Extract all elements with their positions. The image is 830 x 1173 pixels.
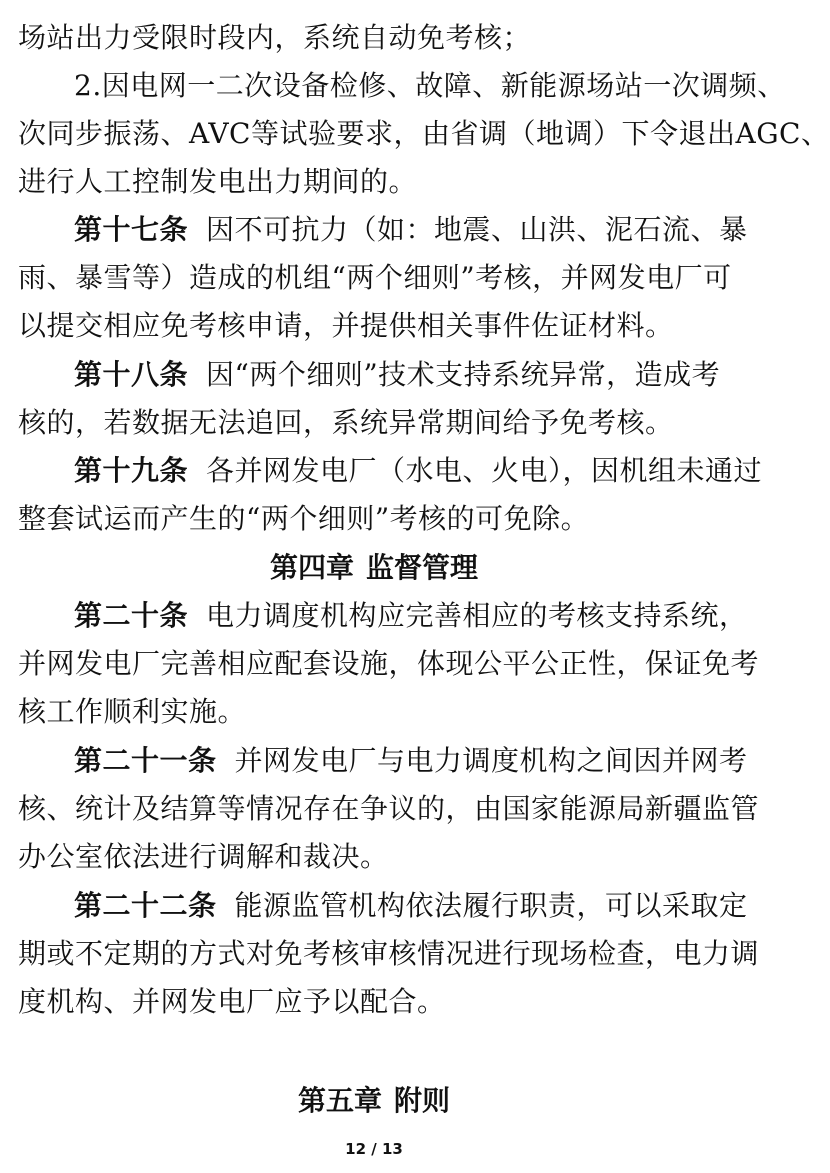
text-line: 2.因电网一二次设备检修、故障、新能源场站一次调频、 xyxy=(74,69,786,102)
text-line: 核的，若数据无法追回，系统异常期间给予免考核。 xyxy=(18,406,674,439)
article-label: 第十八条 xyxy=(74,358,189,391)
text-line: 雨、暴雪等）造成的机组“两个细则”考核，并网发电厂可 xyxy=(18,261,732,294)
text-line: 整套试运而产生的“两个细则”考核的可免除。 xyxy=(18,502,590,535)
text-line: 能源监管机构依法履行职责，可以采取定 xyxy=(234,889,748,922)
chapter-number: 第四章 xyxy=(269,551,354,584)
article-21 xyxy=(74,741,748,781)
page-number: 12 / 13 xyxy=(345,1140,403,1158)
article-17 xyxy=(74,210,748,250)
chapter-number: 第五章 xyxy=(297,1084,382,1117)
article-label: 第二十二条 xyxy=(74,889,217,922)
article-label: 第十七条 xyxy=(74,213,189,246)
text-line: 核工作顺利实施。 xyxy=(18,695,247,728)
article-label: 第十九条 xyxy=(74,454,189,487)
text-line: 并网发电厂与电力调度机构之间因并网考 xyxy=(234,744,748,777)
text-line: 场站出力受限时段内，系统自动免考核； xyxy=(18,21,532,54)
chapter-title: 监督管理 xyxy=(366,551,479,584)
chapter-title: 附则 xyxy=(394,1084,451,1117)
chapter-4-heading xyxy=(0,548,748,588)
article-label: 第二十条 xyxy=(74,599,189,632)
article-20 xyxy=(74,596,748,636)
text-line: 因不可抗力（如：地震、山洪、泥石流、暴 xyxy=(206,213,748,246)
text-line: 次同步振荡、AVC等试验要求，由省调（地调）下令退出AGC、 xyxy=(18,117,830,150)
text-line: 各并网发电厂（水电、火电），因机组未通过 xyxy=(206,454,763,487)
article-label: 第二十一条 xyxy=(74,744,217,777)
article-22 xyxy=(74,886,748,926)
article-18 xyxy=(74,355,720,395)
chapter-5-heading xyxy=(0,1081,748,1121)
text-line: 并网发电厂完善相应配套设施，体现公平公正性，保证免考 xyxy=(18,647,760,680)
text-line: 核、统计及结算等情况存在争议的，由国家能源局新疆监管 xyxy=(18,792,760,825)
text-line: 办公室依法进行调解和裁决。 xyxy=(18,840,389,873)
text-line: 度机构、并网发电厂应予以配合。 xyxy=(18,985,446,1018)
text-line: 电力调度机构应完善相应的考核支持系统， xyxy=(206,599,748,632)
text-line: 期或不定期的方式对免考核审核情况进行现场检查，电力调 xyxy=(18,937,760,970)
text-line: 进行人工控制发电出力期间的。 xyxy=(18,165,418,198)
text-line: 因“两个细则”技术支持系统异常，造成考 xyxy=(206,358,721,391)
text-line: 以提交相应免考核申请，并提供相关事件佐证材料。 xyxy=(18,309,674,342)
article-19 xyxy=(74,451,762,491)
